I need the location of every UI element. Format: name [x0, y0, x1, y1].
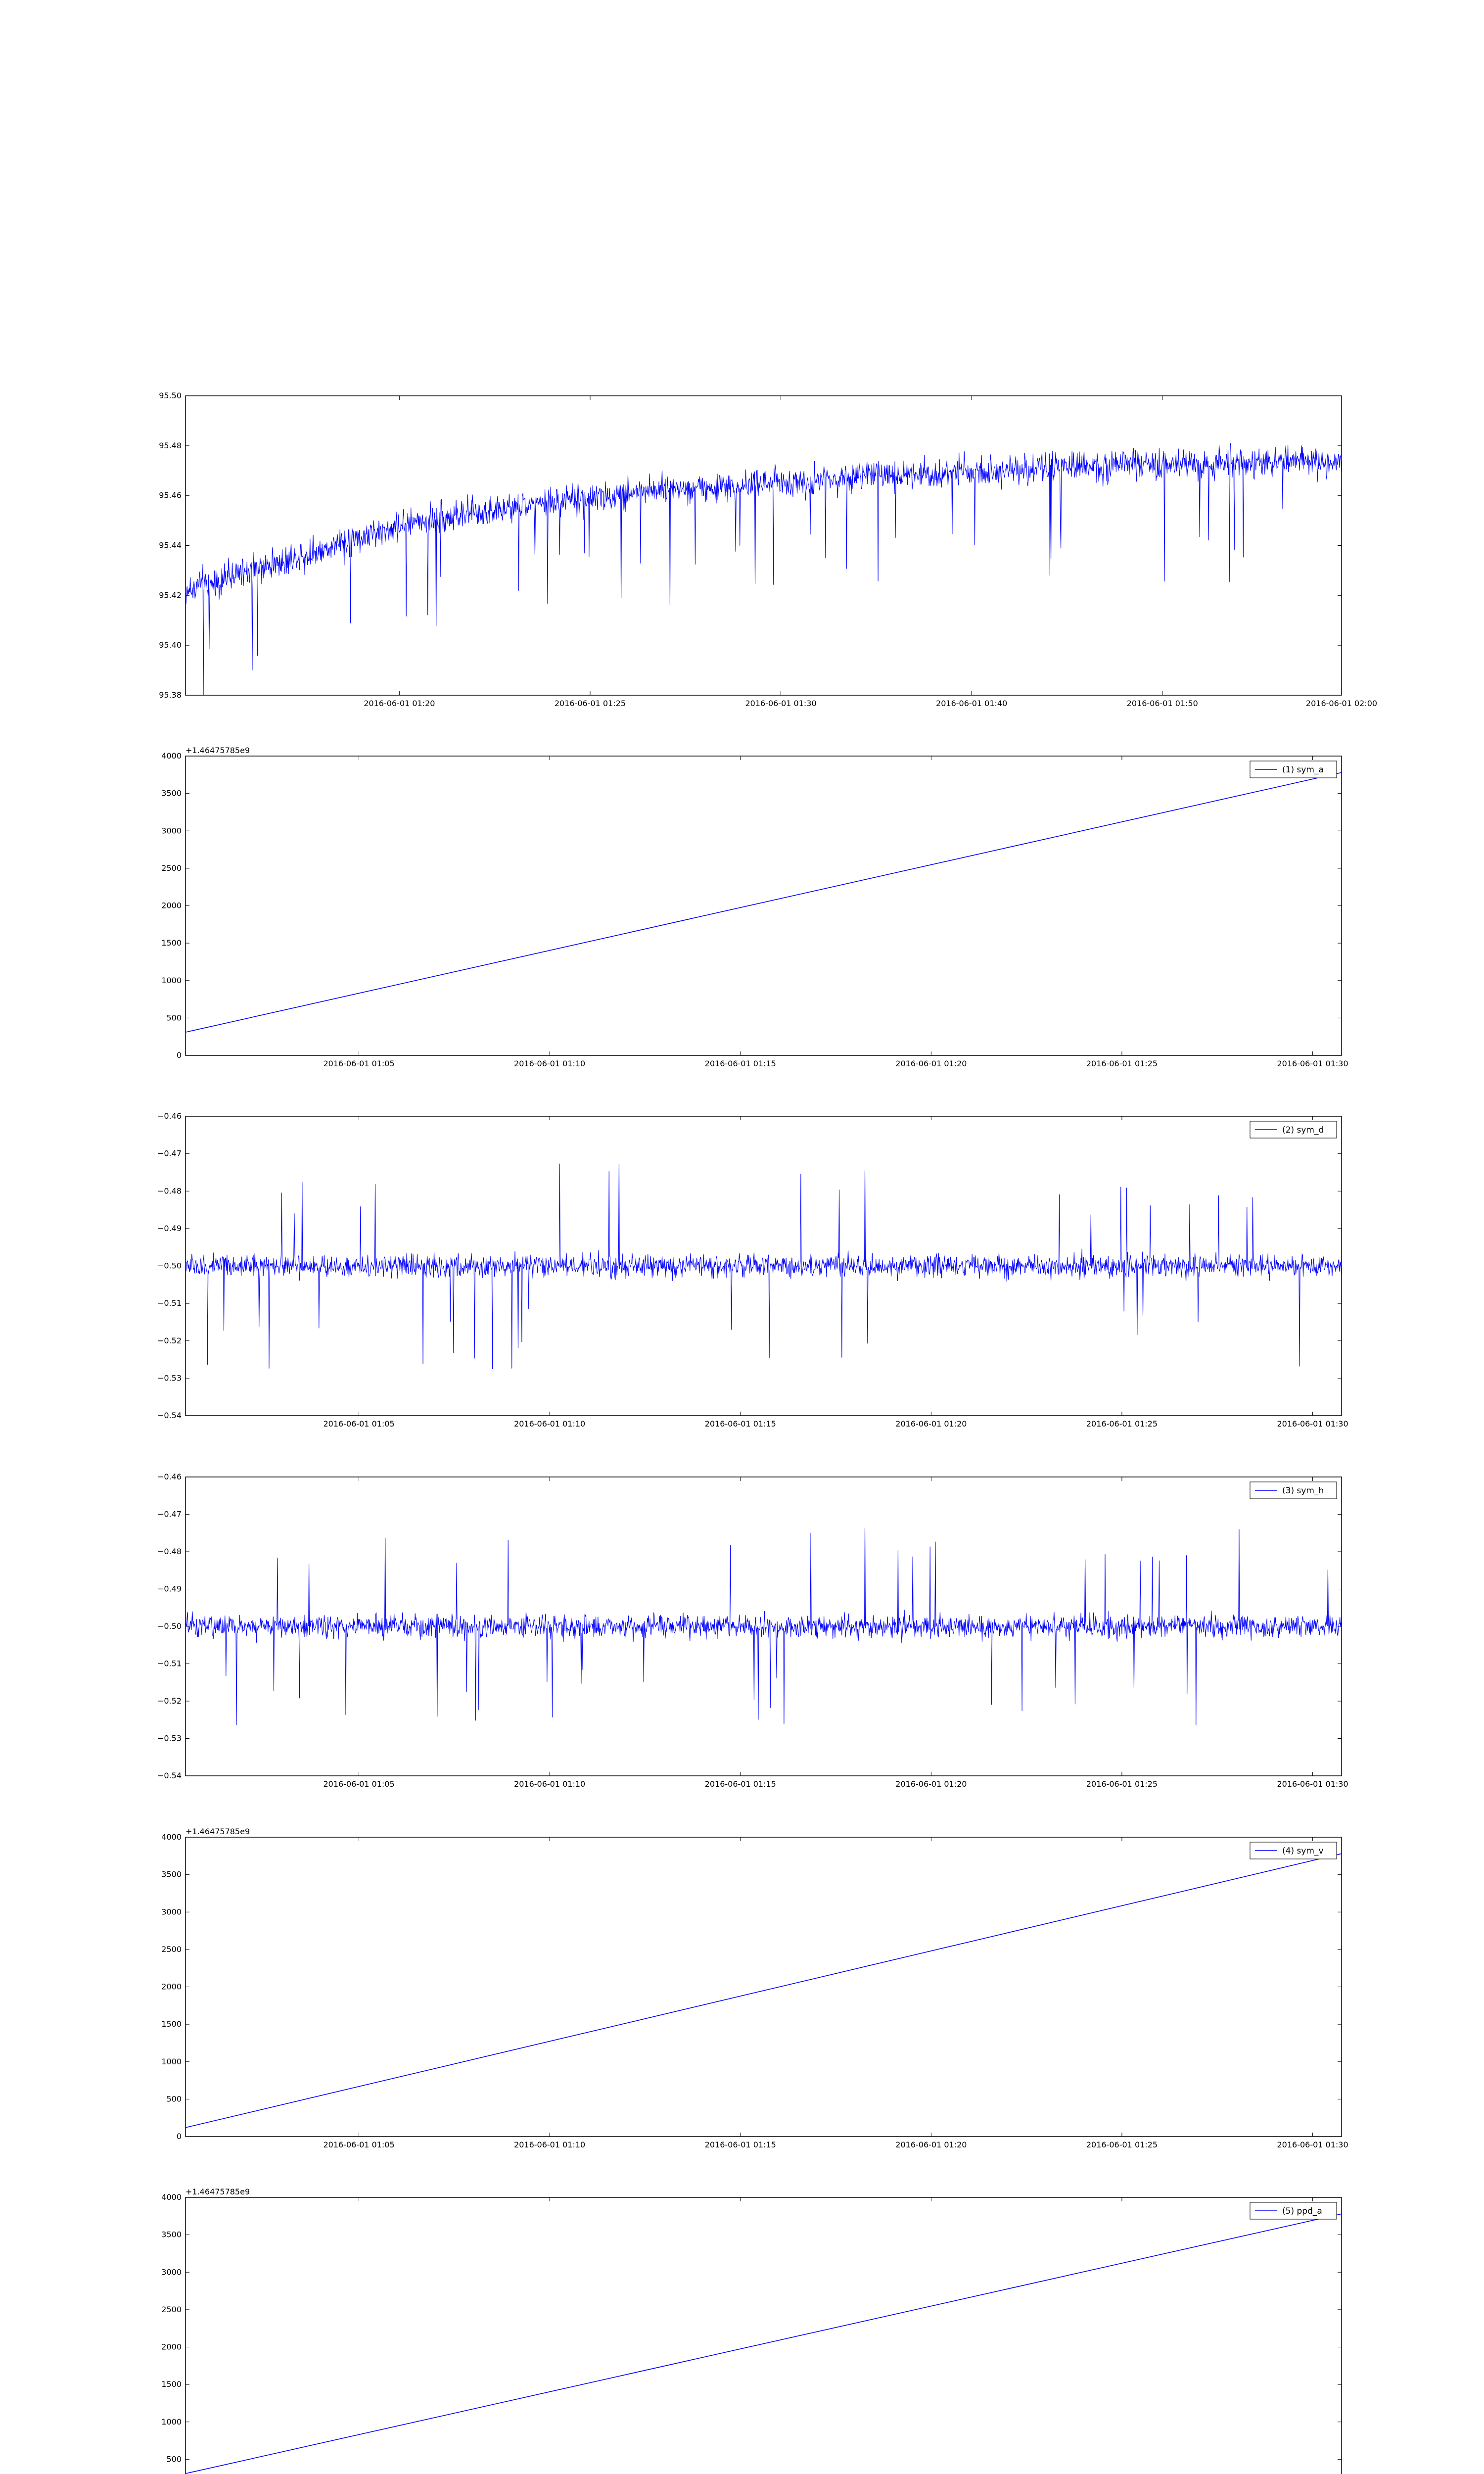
y-offset-label: +1.46475785e9	[186, 746, 250, 755]
x-tick-label: 2016-06-01 01:40	[936, 699, 1008, 708]
y-offset-label: +1.46475785e9	[186, 2187, 250, 2196]
y-tick-label: 1500	[161, 938, 182, 948]
y-tick-label: 1500	[161, 2379, 182, 2389]
x-tick-label: 2016-06-01 01:10	[514, 2140, 586, 2149]
chart-sym_v-frame	[186, 1837, 1342, 2137]
y-tick-label: −0.50	[157, 1621, 182, 1631]
y-tick-label: 3500	[161, 788, 182, 798]
y-tick-label: 3000	[161, 1907, 182, 1917]
y-tick-label: 95.44	[159, 540, 182, 550]
x-tick-label: 2016-06-01 01:10	[514, 1779, 586, 1789]
x-tick-label: 2016-06-01 02:00	[1305, 699, 1378, 708]
chart-ppd_a-frame	[186, 2197, 1342, 2474]
y-tick-label: −0.50	[157, 1261, 182, 1271]
y-offset-label: +1.46475785e9	[186, 1827, 250, 1836]
y-tick-label: −0.54	[157, 1411, 182, 1420]
y-tick-label: 95.42	[159, 590, 182, 600]
y-tick-label: −0.54	[157, 1771, 182, 1780]
y-tick-label: 3500	[161, 2230, 182, 2239]
y-tick-label: 95.46	[159, 490, 182, 500]
y-tick-label: 3000	[161, 826, 182, 836]
y-tick-label: 500	[166, 2094, 182, 2104]
x-tick-label: 2016-06-01 01:20	[895, 2140, 967, 2149]
chart-sym_v	[161, 1827, 1348, 2149]
y-tick-label: 1500	[161, 2019, 182, 2029]
legend-label: (3) sym_h	[1282, 1486, 1324, 1496]
y-tick-label: −0.52	[157, 1335, 182, 1345]
y-tick-label: 2500	[161, 2304, 182, 2314]
legend-label: (2) sym_d	[1282, 1125, 1324, 1135]
x-tick-label: 2016-06-01 01:20	[895, 1779, 967, 1789]
y-tick-label: 1000	[161, 975, 182, 985]
y-tick-label: 4000	[161, 2192, 182, 2202]
x-tick-label: 2016-06-01 01:15	[704, 2140, 776, 2149]
y-tick-label: −0.51	[157, 1659, 182, 1668]
y-tick-label: 0	[176, 1050, 182, 1060]
x-tick-label: 2016-06-01 01:10	[514, 1419, 586, 1428]
y-tick-label: 0	[176, 2132, 182, 2141]
chart-overview	[159, 391, 1377, 708]
x-tick-label: 2016-06-01 01:25	[554, 699, 626, 708]
y-tick-label: 95.40	[159, 640, 182, 650]
x-tick-label: 2016-06-01 01:15	[704, 1779, 776, 1789]
y-tick-label: 500	[166, 1013, 182, 1023]
x-tick-label: 2016-06-01 01:20	[895, 1059, 967, 1068]
y-tick-label: 2000	[161, 1982, 182, 1992]
legend-label: (1) sym_a	[1282, 765, 1324, 775]
chart-sym_d	[157, 1111, 1348, 1428]
y-tick-label: 2000	[161, 2342, 182, 2352]
y-tick-label: −0.53	[157, 1373, 182, 1383]
chart-ppd_a	[161, 2187, 1348, 2474]
y-tick-label: 2000	[161, 901, 182, 910]
y-tick-label: −0.47	[157, 1509, 182, 1519]
x-tick-label: 2016-06-01 01:25	[1086, 1059, 1158, 1068]
legend	[1250, 1121, 1337, 1138]
x-tick-label: 2016-06-01 01:30	[1277, 1779, 1348, 1789]
y-tick-label: 2500	[161, 863, 182, 873]
y-tick-label: 3000	[161, 2267, 182, 2277]
y-tick-label: −0.47	[157, 1148, 182, 1158]
x-tick-label: 2016-06-01 01:05	[323, 1059, 395, 1068]
y-tick-label: 4000	[161, 1832, 182, 1842]
x-tick-label: 2016-06-01 01:05	[323, 1419, 395, 1428]
x-tick-label: 2016-06-01 01:30	[1277, 1059, 1348, 1068]
chart-sym_a	[161, 746, 1348, 1068]
x-tick-label: 2016-06-01 01:25	[1086, 1779, 1158, 1789]
y-tick-label: −0.52	[157, 1696, 182, 1706]
x-tick-label: 2016-06-01 01:30	[1277, 2140, 1348, 2149]
legend	[1250, 2202, 1337, 2219]
y-tick-label: −0.49	[157, 1223, 182, 1233]
x-tick-label: 2016-06-01 01:30	[1277, 1419, 1348, 1428]
y-tick-label: 2500	[161, 1944, 182, 1954]
x-tick-label: 2016-06-01 01:10	[514, 1059, 586, 1068]
y-tick-label: 95.48	[159, 440, 182, 450]
y-tick-label: 1000	[161, 2417, 182, 2426]
chart-overview-frame	[186, 396, 1342, 695]
y-tick-label: 1000	[161, 2056, 182, 2066]
legend	[1250, 1842, 1337, 1859]
y-tick-label: −0.46	[157, 1111, 182, 1121]
chart-sym_a-frame	[186, 756, 1342, 1055]
x-tick-label: 2016-06-01 01:05	[323, 2140, 395, 2149]
x-tick-label: 2016-06-01 01:50	[1126, 699, 1198, 708]
legend-label: (5) ppd_a	[1282, 2206, 1322, 2216]
chart-sym_h	[157, 1472, 1348, 1789]
x-tick-label: 2016-06-01 01:15	[704, 1059, 776, 1068]
y-tick-label: −0.51	[157, 1298, 182, 1308]
x-tick-label: 2016-06-01 01:05	[323, 1779, 395, 1789]
y-tick-label: 4000	[161, 751, 182, 761]
y-tick-label: −0.53	[157, 1733, 182, 1743]
y-tick-label: 95.50	[159, 391, 182, 400]
x-tick-label: 2016-06-01 01:25	[1086, 2140, 1158, 2149]
legend	[1250, 761, 1337, 778]
x-tick-label: 2016-06-01 01:25	[1086, 1419, 1158, 1428]
x-tick-label: 2016-06-01 01:30	[745, 699, 817, 708]
y-tick-label: −0.48	[157, 1547, 182, 1556]
y-tick-label: 95.38	[159, 690, 182, 700]
y-tick-label: 500	[166, 2454, 182, 2464]
y-tick-label: 3500	[161, 1869, 182, 1879]
x-tick-label: 2016-06-01 01:20	[895, 1419, 967, 1428]
legend	[1250, 1482, 1337, 1499]
x-tick-label: 2016-06-01 01:15	[704, 1419, 776, 1428]
y-tick-label: −0.46	[157, 1472, 182, 1481]
x-tick-label: 2016-06-01 01:20	[364, 699, 435, 708]
legend-label: (4) sym_v	[1282, 1846, 1324, 1856]
y-tick-label: −0.48	[157, 1186, 182, 1196]
y-tick-label: −0.49	[157, 1584, 182, 1594]
